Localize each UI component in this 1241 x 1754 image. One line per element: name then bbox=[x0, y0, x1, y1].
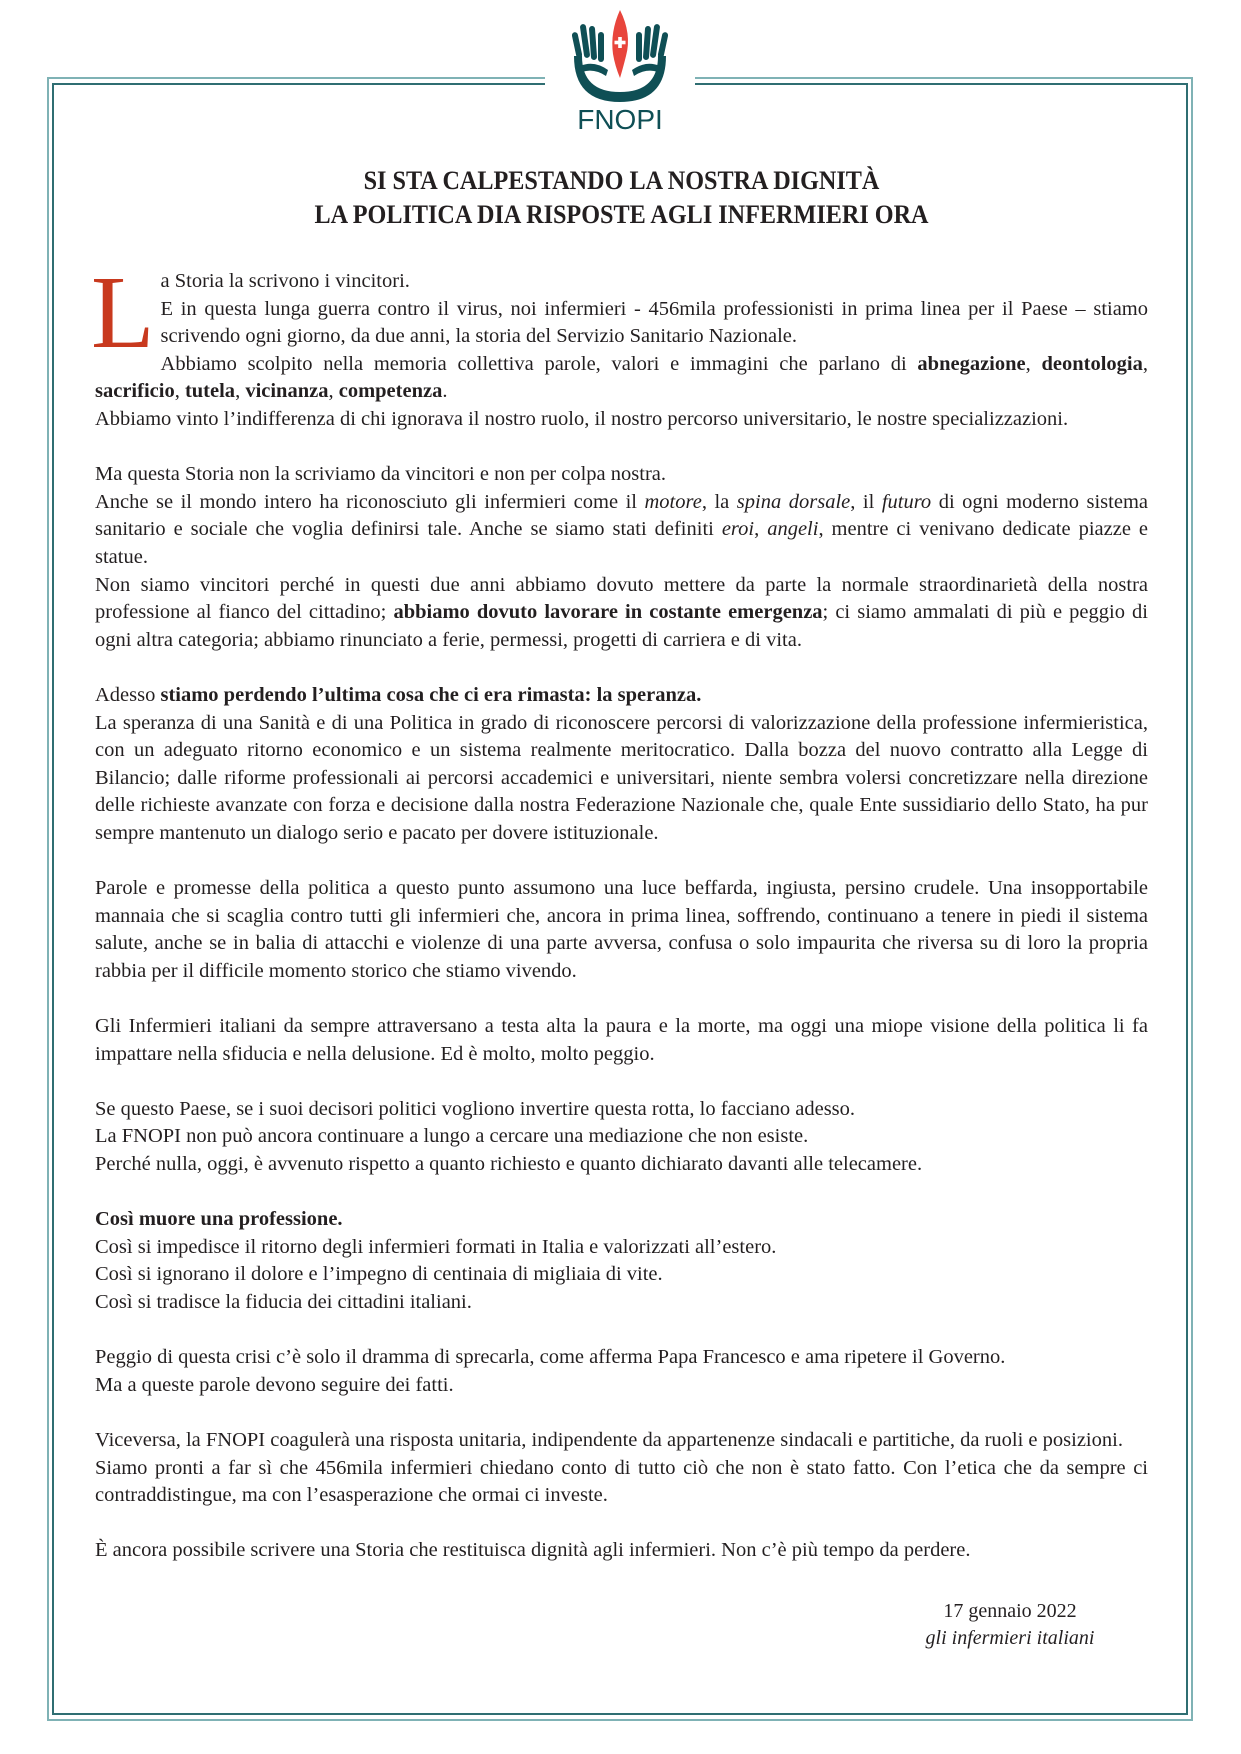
letter-body bbox=[91, 255, 1148, 1565]
paragraph-gap bbox=[95, 1068, 1148, 1096]
paragraph-line: Perché nulla, oggi, è avvenuto rispetto a quanto richiesto e quanto dichiarato davanti alle telecamere. bbox=[95, 1153, 923, 1175]
paragraph-line: Ma questa Storia non la scriviamo da vincitori e non per colpa nostra. bbox=[95, 463, 666, 486]
paragraph-line: Peggio di questa crisi c’è solo il dramma di sprecarla, come afferma Papa Francesco e ama ripetere il Governo. bbox=[95, 1346, 1006, 1369]
paragraph-line: Abbiamo vinto l’indifferenza di chi ignorava il nostro ruolo, il nostro percorso universitario, le nostre specializzazioni. bbox=[95, 407, 1069, 430]
paragraph-line: Così si impedisce il ritorno degli infermieri formati in Italia e valorizzati all’estero. bbox=[95, 1235, 777, 1258]
paragraph-line: È ancora possibile scrivere una Storia che restituisca dignità agli infermieri. Non c’è più tempo da perdere. bbox=[95, 1539, 971, 1562]
paragraph-line: Non siamo vincitori perché in questi due anni abbiamo dovuto mettere da parte la normale straordinarietà della nostra professione al fianco del cittadino; abbiamo dovuto lavorare in costante emergenza; ci siamo ammalati di più e peggio di ogni altra categoria; abbiamo rinunciato a ferie, permessi, progetti di carriera e di vita. bbox=[95, 573, 1148, 651]
paragraph-line: Se questo Paese, se i suoi decisori politici vogliono invertire questa rotta, lo facciano adesso. bbox=[95, 1097, 856, 1120]
paragraph-gap bbox=[95, 985, 1148, 1013]
paragraph-line: Così si ignorano il dolore e l’impegno di centinaia di migliaia di vite. bbox=[95, 1263, 663, 1286]
paragraph-line: Ma a queste parole devono seguire dei fatti. bbox=[95, 1373, 454, 1396]
paragraph-line: Abbiamo scolpito nella memoria collettiva parole, valori e immagini che parlano di abnegazione, deontologia, sacrificio, tutela, vicinanza, competenza. bbox=[95, 352, 1148, 403]
paragraph-gap bbox=[95, 1399, 1148, 1427]
paragraph-line: La speranza di una Sanità e di una Politica in grado di riconoscere percorsi di valorizzazione della professione infermieristica, con un adeguato ritorno economico e un sistema realmente meritocratico. Dalla bozza del nuovo contratto alla Legge di Bilancio; dalle riforme professionali ai percorsi accademici e universitari, niente sembra volersi concretizzare nella direzione delle richieste avanzate con forza e decisione dalla nostra Federazione Nazionale che, quale Ente sussidiario dello Stato, ha pur sempre mantenuto un dialogo serio e pacato per dovere istituzionale. bbox=[95, 711, 1148, 844]
paragraph-line: Gli Infermieri italiani da sempre attraversano a testa alta la paura e la morte, ma oggi una miope visione della politica li fa impattare nella sfiducia e nella delusione. Ed è molto, molto peggio. bbox=[95, 1015, 1148, 1065]
paragraph-line: Anche se il mondo intero ha riconosciuto gli infermieri come il motore, la spina dorsale, il futuro di ogni moderno sistema sanitario e sociale che voglia definirsi tale. Anche se siamo stati definiti eroi, angeli, mentre ci venivano dedicate piazze e statue. bbox=[95, 490, 1148, 568]
signature-date: 17 gennaio 2022 bbox=[943, 1600, 1077, 1622]
signature-author: gli infermieri italiani bbox=[925, 1627, 1095, 1649]
paragraph-line: Adesso stiamo perdendo l’ultima cosa che ci era rimasta: la speranza. bbox=[95, 683, 702, 706]
signature-block bbox=[860, 1598, 1160, 1652]
paragraph-line: La FNOPI non può ancora continuare a lungo a cercare una mediazione che non esiste. bbox=[95, 1125, 809, 1148]
paragraph-gap bbox=[95, 1179, 1148, 1207]
paragraph-gap bbox=[95, 434, 1148, 462]
paragraph-gap bbox=[95, 847, 1148, 875]
paragraph-line: Siamo pronti a far sì che 456mila infermieri chiedano conto di tutto ciò che non è stato fatto. Con l’etica che da sempre ci contraddistingue, ma con l’esasperazione che ormai ci investe. bbox=[95, 1456, 1148, 1507]
paragraph-line: Così muore una professione. bbox=[95, 1208, 343, 1231]
paragraph-gap bbox=[95, 654, 1148, 682]
paragraph-line: Parole e promesse della politica a questo punto assumono una luce beffarda, ingiusta, persino crudele. Una insopportabile mannaia che si scaglia contro tutti gli infermieri che, ancora in prima linea, soffrendo, continuano a tenere in piedi il sistema salute, anche se in balia di attacchi e violenze di una parte avversa, confusa o solo impaurita che riversa su di loro la propria rabbia per il difficile momento storico che stiamo vivendo. bbox=[95, 877, 1148, 982]
paragraph-line: Viceversa, la FNOPI coagulerà una risposta unitaria, indipendente da appartenenze sindacali e partitiche, da ruoli e posizioni. bbox=[95, 1428, 1123, 1451]
dropcap-letter: L bbox=[91, 255, 155, 370]
title-line-2: LA POLITICA DIA RISPOSTE AGLI INFERMIERI ORA bbox=[314, 200, 929, 229]
paragraph-line: a Storia la scrivono i vincitori. bbox=[160, 270, 410, 292]
paragraph-line: Così si tradisce la fiducia dei cittadini italiani. bbox=[95, 1290, 472, 1313]
title-line-1: SI STA CALPESTANDO LA NOSTRA DIGNITÀ bbox=[363, 166, 880, 195]
paragraph-gap bbox=[95, 1510, 1148, 1538]
paragraph-gap bbox=[95, 1317, 1148, 1345]
paragraph-line: E in questa lunga guerra contro il virus, noi infermieri - 456mila professionisti in prima linea per il Paese – stiamo scrivendo ogni giorno, da due anni, la storia del Servizio Sanitario Nazionale. bbox=[160, 297, 1148, 348]
fnopi-logo-text: FNOPI bbox=[577, 104, 663, 135]
page-title bbox=[95, 164, 1148, 232]
